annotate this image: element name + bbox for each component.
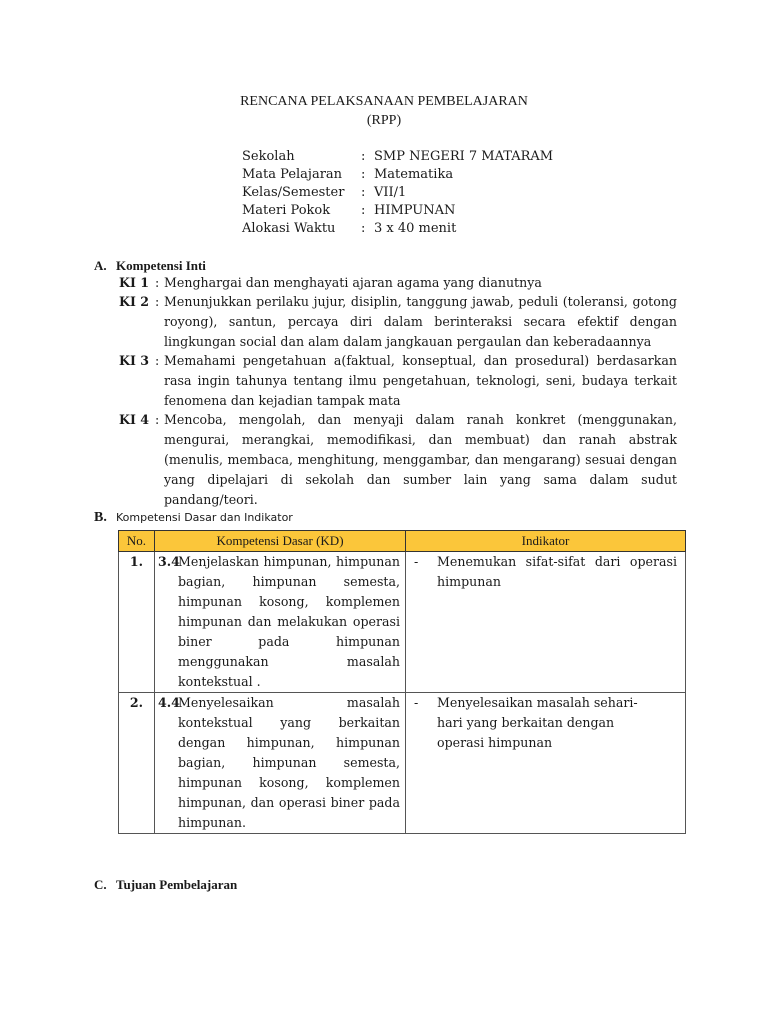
indicator-text: Menemukan sifat-sifat dari operasi himpunan	[437, 554, 677, 589]
indicator-cell	[406, 552, 686, 693]
ki-label: KI 2	[119, 294, 149, 309]
ki-colon: :	[155, 294, 160, 309]
table-header-cell: No.	[119, 531, 155, 552]
identity-label: Mata Pelajaran	[242, 167, 343, 182]
section-heading-a	[94, 258, 206, 274]
row-number: 1.	[119, 552, 155, 693]
table-row	[119, 552, 686, 693]
ki-colon: :	[155, 412, 160, 427]
document-title: RENCANA PELAKSANAAN PEMBELAJARAN	[240, 94, 528, 109]
identity-label: Kelas/Semester	[242, 185, 345, 200]
ki-label: KI 1	[119, 275, 149, 290]
table-header-cell: Kompetensi Dasar (KD)	[155, 531, 406, 552]
section-letter: B.	[94, 510, 107, 525]
identity-label: Alokasi Waktu	[242, 221, 336, 236]
section-title: Kompetensi Dasar dan Indikator	[116, 511, 293, 524]
ki-item-1	[119, 273, 677, 293]
ki-text: Mencoba, mengolah, dan menyaji dalam ranah konkret (menggunakan, mengurai, merangkai, memodifikasi, dan membuat) dan ranah abstrak (menulis, membaca, menghitung, menggambar, dan mengarang) sesuai dengan yang dipelajari di sekolah dan sumber lain yang sama dalam sudut pandang/teori.	[164, 412, 677, 507]
ki-label: KI 4	[119, 412, 149, 427]
indicator-dash: -	[414, 695, 419, 710]
ki-colon: :	[155, 275, 160, 290]
row-number: 2.	[119, 693, 155, 834]
identity-value: VII/1	[374, 185, 407, 200]
kd-text: Menjelaskan himpunan, himpunan bagian, himpunan semesta, himpunan kosong, komplemen himpunan dan melakukan operasi biner pada himpunan menggunakan masalah kontekstual .	[178, 554, 400, 689]
indicator-dash: -	[414, 554, 419, 569]
section-letter: A.	[94, 258, 107, 273]
kd-code: 3.4	[158, 554, 180, 569]
document-subtitle: (RPP)	[366, 113, 402, 128]
identity-value: SMP NEGERI 7 MATARAM	[374, 149, 554, 164]
indicator-text: Menyelesaikan masalah sehari-hari yang berkaitan dengan operasi himpunan	[437, 695, 638, 750]
identity-colon: :	[361, 149, 366, 164]
identity-label: Materi Pokok	[242, 203, 331, 218]
table-header-cell: Indikator	[406, 531, 686, 552]
identity-label: Sekolah	[242, 149, 295, 164]
identity-colon: :	[361, 203, 366, 218]
identity-value: 3 x 40 menit	[374, 221, 457, 236]
identity-value: HIMPUNAN	[374, 203, 456, 218]
identity-colon: :	[361, 167, 366, 182]
ki-colon: :	[155, 353, 160, 368]
ki-text: Menghargai dan menghayati ajaran agama yang dianutnya	[164, 275, 542, 290]
table-row	[119, 693, 686, 834]
kd-code: 4.4	[158, 695, 180, 710]
ki-label: KI 3	[119, 353, 149, 368]
ki-text: Memahami pengetahuan a(faktual, konseptual, dan prosedural) berdasarkan rasa ingin tahunya tentang ilmu pengetahuan, teknologi, seni, budaya terkait fenomena dan kejadian tampak mata	[164, 353, 677, 408]
section-heading-b	[94, 509, 293, 526]
ki-item-4	[119, 410, 677, 510]
section-letter: C.	[94, 877, 107, 892]
section-title: Tujuan Pembelajaran	[116, 877, 238, 892]
kd-cell	[155, 552, 406, 693]
indicator-cell	[406, 693, 686, 834]
ki-item-2	[119, 292, 677, 352]
identity-value: Matematika	[374, 167, 454, 182]
identity-colon: :	[361, 185, 366, 200]
kd-text: Menyelesaikan masalah kontekstual yang berkaitan dengan himpunan, himpunan bagian, himpunan semesta, himpunan kosong, komplemen himpunan, dan operasi biner pada himpunan.	[178, 695, 400, 830]
section-heading-c	[94, 877, 237, 893]
section-title: Kompetensi Inti	[116, 258, 206, 273]
ki-text: Menunjukkan perilaku jujur, disiplin, tanggung jawab, peduli (toleransi, gotong royong), santun, percaya diri dalam berinteraksi secara efektif dengan lingkungan social dan alam dalam jangkauan pergaulan dan keberadaannya	[164, 294, 677, 349]
ki-item-3	[119, 351, 677, 411]
kd-indicator-table	[118, 530, 686, 834]
table-header-row	[119, 531, 686, 552]
identity-colon: :	[361, 221, 366, 236]
kd-cell	[155, 693, 406, 834]
